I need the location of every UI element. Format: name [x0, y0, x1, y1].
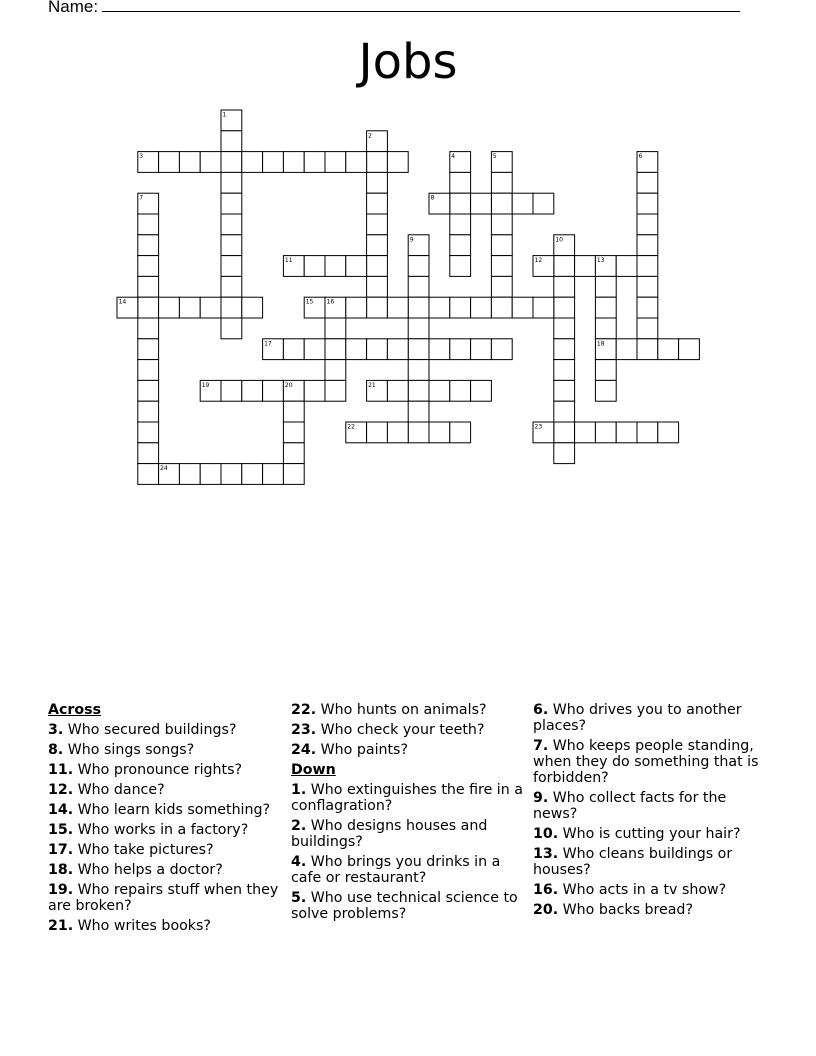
grid-cell[interactable] — [242, 152, 263, 173]
grid-cell[interactable] — [221, 152, 242, 173]
grid-cell[interactable] — [658, 339, 679, 360]
grid-cell[interactable] — [637, 339, 658, 360]
clues-column-2 — [291, 702, 523, 926]
across-clue — [48, 782, 280, 798]
grid-cell-number: 6 — [638, 153, 643, 161]
grid-cell[interactable] — [450, 172, 471, 193]
grid-cell[interactable] — [575, 422, 596, 443]
grid-cell[interactable] — [450, 214, 471, 235]
grid-cell[interactable] — [221, 318, 242, 339]
grid-cell[interactable] — [450, 339, 471, 360]
grid-cell[interactable] — [367, 339, 388, 360]
clue-number: 7. — [533, 738, 549, 754]
grid-cell[interactable] — [471, 380, 492, 401]
grid-cell-number: 7 — [139, 194, 144, 202]
clue-text: Who works in a factory? — [77, 822, 249, 838]
grid-cell[interactable] — [554, 422, 575, 443]
grid-cell[interactable] — [408, 339, 429, 360]
across-clue — [48, 822, 280, 838]
clue-text: Who collect facts for the news? — [533, 790, 727, 822]
grid-cell[interactable] — [616, 422, 637, 443]
clue-text: Who use technical science to solve problems? — [291, 890, 518, 922]
clue-text: Who take pictures? — [77, 842, 214, 858]
grid-cell[interactable] — [471, 193, 492, 214]
grid-cell[interactable] — [554, 401, 575, 422]
clue-number: 5. — [291, 890, 307, 906]
down-clue — [533, 790, 765, 822]
clue-text: Who hunts on animals? — [320, 702, 487, 718]
clue-number: 22. — [291, 702, 317, 718]
grid-cell-number: 15 — [305, 298, 314, 306]
grid-cell[interactable] — [491, 235, 512, 256]
grid-cell-number: 12 — [534, 257, 543, 265]
grid-cell[interactable] — [491, 172, 512, 193]
grid-cell-number: 16 — [326, 298, 335, 306]
grid-cell[interactable] — [408, 380, 429, 401]
grid-cell[interactable] — [325, 152, 346, 173]
grid-cell[interactable] — [554, 443, 575, 464]
across-clue — [48, 722, 280, 738]
grid-cell[interactable] — [450, 422, 471, 443]
grid-cell[interactable] — [637, 422, 658, 443]
grid-cell[interactable] — [221, 464, 242, 485]
grid-cell[interactable] — [325, 380, 346, 401]
grid-cell[interactable] — [200, 464, 221, 485]
grid-cell[interactable] — [221, 214, 242, 235]
grid-cell[interactable] — [346, 152, 367, 173]
grid-cell[interactable] — [283, 422, 304, 443]
grid-cell[interactable] — [138, 443, 159, 464]
grid-cell[interactable] — [367, 193, 388, 214]
grid-cell[interactable] — [616, 256, 637, 277]
clues-column-3 — [533, 702, 765, 922]
clue-number: 11. — [48, 762, 74, 778]
grid-cell[interactable] — [138, 401, 159, 422]
grid-cell[interactable] — [554, 276, 575, 297]
grid-cell[interactable] — [221, 131, 242, 152]
down-clue — [291, 782, 523, 814]
clue-text: Who drives you to another places? — [533, 702, 742, 734]
grid-cell[interactable] — [221, 380, 242, 401]
grid-cell[interactable] — [408, 297, 429, 318]
grid-cell[interactable] — [138, 214, 159, 235]
grid-cell[interactable] — [471, 297, 492, 318]
grid-cell-number: 22 — [347, 423, 355, 431]
clue-text: Who dance? — [77, 782, 165, 798]
grid-cell[interactable] — [200, 152, 221, 173]
clue-number: 6. — [533, 702, 549, 718]
clue-number: 18. — [48, 862, 74, 878]
grid-cell[interactable] — [554, 256, 575, 277]
clue-number: 23. — [291, 722, 317, 738]
clue-number: 17. — [48, 842, 74, 858]
grid-cell[interactable] — [283, 152, 304, 173]
clue-number: 10. — [533, 826, 559, 842]
clue-text: Who secured buildings? — [67, 722, 237, 738]
grid-cell[interactable] — [221, 235, 242, 256]
grid-cell[interactable] — [575, 256, 596, 277]
grid-cell[interactable] — [554, 318, 575, 339]
across-clue — [291, 722, 523, 738]
grid-cell[interactable] — [221, 297, 242, 318]
grid-cell[interactable] — [179, 464, 200, 485]
grid-cell[interactable] — [221, 172, 242, 193]
grid-cell[interactable] — [283, 339, 304, 360]
down-clue — [533, 902, 765, 918]
grid-cell[interactable] — [595, 422, 616, 443]
grid-cell-number: 11 — [284, 257, 293, 265]
grid-cell[interactable] — [637, 297, 658, 318]
grid-cell[interactable] — [637, 214, 658, 235]
grid-cell[interactable] — [283, 401, 304, 422]
grid-cell[interactable] — [637, 276, 658, 297]
down-clue — [533, 702, 765, 734]
grid-cell-number: 21 — [368, 381, 376, 389]
grid-cell[interactable] — [595, 318, 616, 339]
clue-number: 16. — [533, 882, 559, 898]
clue-text: Who pronounce rights? — [77, 762, 243, 778]
grid-cell[interactable] — [637, 172, 658, 193]
clue-text: Who helps a doctor? — [77, 862, 223, 878]
grid-cell[interactable] — [138, 297, 159, 318]
down-clue — [291, 854, 523, 886]
across-clue — [48, 918, 280, 934]
clue-text: Who backs bread? — [562, 902, 693, 918]
grid-cell[interactable] — [138, 422, 159, 443]
grid-cell[interactable] — [429, 422, 450, 443]
grid-cell-number: 19 — [201, 381, 210, 389]
grid-cell-number: 13 — [596, 257, 605, 265]
clue-text: Who writes books? — [77, 918, 211, 934]
down-clue — [291, 890, 523, 922]
grid-cell-number: 9 — [409, 236, 414, 244]
grid-cell[interactable] — [491, 193, 512, 214]
clue-number: 1. — [291, 782, 307, 798]
grid-cell-number: 2 — [368, 132, 372, 140]
grid-cell[interactable] — [533, 193, 554, 214]
clue-text: Who cleans buildings or houses? — [533, 846, 733, 878]
down-clue — [533, 882, 765, 898]
name-label: Name: — [48, 0, 99, 16]
across-clue — [291, 742, 523, 758]
clue-text: Who acts in a tv show? — [562, 882, 727, 898]
grid-cell[interactable] — [367, 422, 388, 443]
grid-cell[interactable] — [491, 214, 512, 235]
clue-number: 2. — [291, 818, 307, 834]
across-clue — [48, 762, 280, 778]
crossword-grid[interactable] — [0, 0, 816, 500]
clue-number: 20. — [533, 902, 559, 918]
grid-cell[interactable] — [491, 276, 512, 297]
grid-cell[interactable] — [471, 339, 492, 360]
grid-cell[interactable] — [346, 339, 367, 360]
clue-number: 9. — [533, 790, 549, 806]
grid-cell[interactable] — [512, 297, 533, 318]
grid-cell[interactable] — [554, 360, 575, 381]
clue-text: Who paints? — [320, 742, 408, 758]
grid-cell[interactable] — [138, 276, 159, 297]
grid-cell[interactable] — [450, 256, 471, 277]
grid-cell[interactable] — [387, 297, 408, 318]
grid-cell[interactable] — [200, 297, 221, 318]
grid-cell[interactable] — [387, 380, 408, 401]
grid-cell-number: 1 — [222, 111, 227, 119]
clue-number: 21. — [48, 918, 74, 934]
grid-cell[interactable] — [221, 193, 242, 214]
across-clue — [48, 862, 280, 878]
grid-cell[interactable] — [450, 297, 471, 318]
grid-cell[interactable] — [325, 339, 346, 360]
grid-cell[interactable] — [367, 297, 388, 318]
grid-cell[interactable] — [387, 422, 408, 443]
grid-cell-number: 18 — [596, 340, 605, 348]
grid-cell-number: 14 — [118, 298, 127, 306]
clue-number: 8. — [48, 742, 64, 758]
clue-number: 19. — [48, 882, 74, 898]
grid-cell[interactable] — [138, 256, 159, 277]
grid-cell[interactable] — [637, 193, 658, 214]
grid-cell[interactable] — [450, 193, 471, 214]
grid-cell[interactable] — [554, 297, 575, 318]
grid-cell[interactable] — [304, 380, 325, 401]
grid-cell[interactable] — [429, 297, 450, 318]
clue-number: 12. — [48, 782, 74, 798]
grid-cell[interactable] — [367, 276, 388, 297]
clue-number: 4. — [291, 854, 307, 870]
grid-cell[interactable] — [387, 339, 408, 360]
grid-cell[interactable] — [138, 464, 159, 485]
clue-text: Who sings songs? — [67, 742, 195, 758]
page-title: Jobs — [358, 34, 458, 90]
grid-cell[interactable] — [283, 464, 304, 485]
grid-cell-number: 24 — [160, 465, 168, 473]
grid-cell[interactable] — [450, 380, 471, 401]
grid-cell[interactable] — [283, 443, 304, 464]
clues-column-1 — [48, 702, 280, 938]
grid-cell[interactable] — [491, 256, 512, 277]
grid-cell[interactable] — [408, 360, 429, 381]
grid-cell[interactable] — [637, 256, 658, 277]
grid-cell[interactable] — [263, 380, 284, 401]
grid-cell-number: 20 — [284, 381, 293, 389]
across-clue — [291, 702, 523, 718]
grid-cell[interactable] — [367, 235, 388, 256]
grid-cell[interactable] — [242, 297, 263, 318]
grid-cell[interactable] — [637, 318, 658, 339]
grid-cell[interactable] — [159, 152, 180, 173]
grid-cell-number: 10 — [555, 236, 563, 244]
grid-cell[interactable] — [450, 235, 471, 256]
clue-text: Who extinguishes the fire in a conflagration? — [291, 782, 523, 814]
grid-cell[interactable] — [595, 276, 616, 297]
grid-cell-number: 17 — [264, 340, 272, 348]
grid-cell[interactable] — [367, 152, 388, 173]
grid-cell[interactable] — [367, 256, 388, 277]
across-clue — [48, 882, 280, 914]
grid-cell[interactable] — [325, 360, 346, 381]
clue-number: 15. — [48, 822, 74, 838]
grid-cell[interactable] — [179, 152, 200, 173]
down-clue — [533, 846, 765, 878]
grid-cell[interactable] — [304, 256, 325, 277]
grid-cell-number: 5 — [492, 153, 497, 161]
grid-cell[interactable] — [242, 380, 263, 401]
down-clue — [533, 738, 765, 786]
grid-cell[interactable] — [408, 318, 429, 339]
grid-cell[interactable] — [263, 152, 284, 173]
grid-cell[interactable] — [554, 339, 575, 360]
grid-cell[interactable] — [367, 214, 388, 235]
clue-text: Who is cutting your hair? — [562, 826, 741, 842]
clue-number: 3. — [48, 722, 64, 738]
grid-cell[interactable] — [616, 339, 637, 360]
grid-cell[interactable] — [387, 152, 408, 173]
down-clue — [291, 818, 523, 850]
grid-cell[interactable] — [221, 276, 242, 297]
across-clue — [48, 742, 280, 758]
grid-cell[interactable] — [408, 256, 429, 277]
grid-cell[interactable] — [679, 339, 700, 360]
clue-text: Who learn kids something? — [77, 802, 271, 818]
down-clue — [533, 826, 765, 842]
clue-text: Who check your teeth? — [320, 722, 485, 738]
grid-cell[interactable] — [304, 339, 325, 360]
grid-cell[interactable] — [491, 339, 512, 360]
across-clue — [48, 802, 280, 818]
across-clue — [48, 842, 280, 858]
grid-cell[interactable] — [367, 172, 388, 193]
grid-cell[interactable] — [658, 422, 679, 443]
grid-cell[interactable] — [533, 297, 554, 318]
grid-cell[interactable] — [138, 360, 159, 381]
grid-cell[interactable] — [325, 256, 346, 277]
grid-cell-number: 23 — [534, 423, 543, 431]
grid-cell[interactable] — [159, 297, 180, 318]
grid-cell[interactable] — [637, 235, 658, 256]
clue-text: Who keeps people standing, when they do something that is forbidden? — [533, 738, 759, 786]
grid-cell[interactable] — [138, 380, 159, 401]
clue-number: 13. — [533, 846, 559, 862]
grid-cell-number: 4 — [451, 153, 456, 161]
grid-cell[interactable] — [346, 297, 367, 318]
clue-number: 14. — [48, 802, 74, 818]
grid-cell[interactable] — [408, 422, 429, 443]
clue-text: Who brings you drinks in a cafe or restaurant? — [291, 854, 501, 886]
grid-cell[interactable] — [408, 276, 429, 297]
grid-cell[interactable] — [512, 193, 533, 214]
grid-cell[interactable] — [221, 256, 242, 277]
grid-cell[interactable] — [595, 360, 616, 381]
clue-number: 24. — [291, 742, 317, 758]
grid-cell[interactable] — [429, 380, 450, 401]
across-heading: Across — [48, 702, 102, 718]
clue-text: Who designs houses and buildings? — [291, 818, 488, 850]
grid-cell-number: 8 — [430, 194, 435, 202]
grid-cell[interactable] — [138, 235, 159, 256]
grid-cell-number: 3 — [139, 153, 144, 161]
down-heading: Down — [291, 762, 336, 778]
grid-cell[interactable] — [242, 464, 263, 485]
grid-cell[interactable] — [263, 464, 284, 485]
grid-cell[interactable] — [179, 297, 200, 318]
grid-cell[interactable] — [429, 339, 450, 360]
grid-cell[interactable] — [595, 380, 616, 401]
grid-cell[interactable] — [325, 318, 346, 339]
clue-text: Who repairs stuff when they are broken? — [48, 882, 279, 914]
grid-cell[interactable] — [138, 318, 159, 339]
grid-cell[interactable] — [491, 297, 512, 318]
grid-cell[interactable] — [595, 297, 616, 318]
grid-cell[interactable] — [554, 380, 575, 401]
grid-cell[interactable] — [346, 256, 367, 277]
grid-cell[interactable] — [304, 152, 325, 173]
grid-cell[interactable] — [408, 401, 429, 422]
grid-cell[interactable] — [138, 339, 159, 360]
